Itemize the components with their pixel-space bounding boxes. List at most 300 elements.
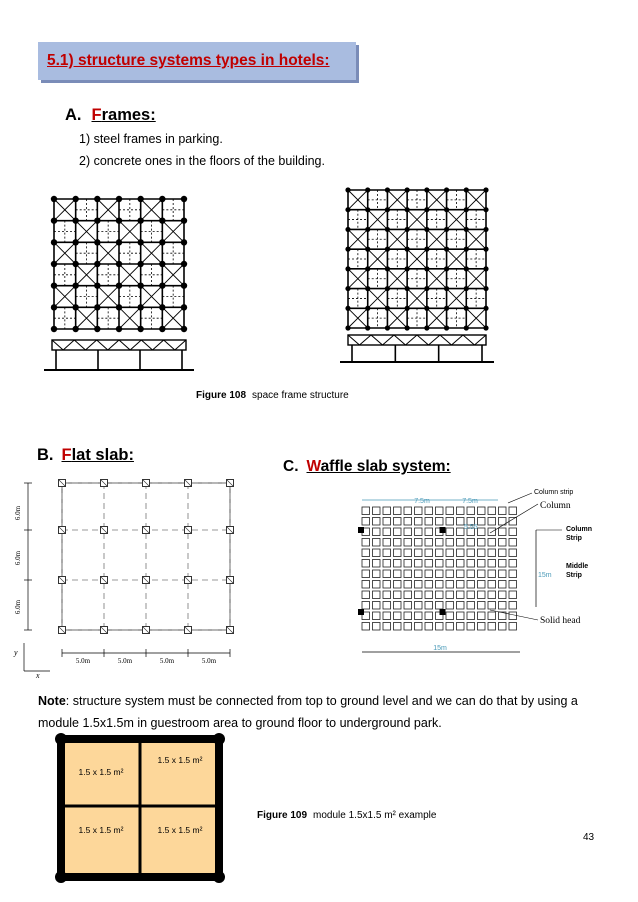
frame-node xyxy=(137,304,143,310)
waffle-middle-strip-2: Strip xyxy=(566,572,582,579)
frame-node xyxy=(464,286,469,291)
waffle-coffer xyxy=(383,602,391,610)
frame-node xyxy=(483,286,488,291)
waffle-coffer xyxy=(446,549,454,557)
waffle-coffer xyxy=(499,507,507,515)
waffle-coffer xyxy=(425,528,433,536)
waffle-coffer xyxy=(383,591,391,599)
frame-node xyxy=(181,326,187,332)
waffle-coffer xyxy=(499,539,507,547)
waffle-coffer xyxy=(415,549,423,557)
waffle-coffer xyxy=(383,560,391,568)
truss-web xyxy=(371,335,383,345)
waffle-middle-strip-1: Middle xyxy=(566,563,589,570)
frame-node xyxy=(72,282,78,288)
frame-node xyxy=(444,266,449,271)
space-frame-left xyxy=(44,196,194,370)
module-cell-1: 1.5 x 1.5 m² xyxy=(78,767,124,777)
waffle-coffer xyxy=(499,602,507,610)
waffle-coffer xyxy=(425,570,433,578)
frames-heading xyxy=(65,106,156,125)
waffle-coffer xyxy=(509,549,517,557)
waffle-coffer xyxy=(467,602,475,610)
waffle-coffer xyxy=(415,518,423,526)
frame-node xyxy=(72,261,78,267)
frame-node xyxy=(94,239,100,245)
waffle-coffer xyxy=(509,570,517,578)
frames-item-2: 2) concrete ones in the floors of the building. xyxy=(79,154,325,168)
waffle-coffer xyxy=(478,581,486,589)
waffle-coffer xyxy=(425,581,433,589)
waffle-coffer xyxy=(488,518,496,526)
frame-node xyxy=(483,247,488,252)
waffle-coffer xyxy=(383,570,391,578)
waffle-coffer xyxy=(488,570,496,578)
figure-109-label: Figure 109 xyxy=(257,810,308,821)
waffle-coffer xyxy=(373,591,381,599)
waffle-coffer xyxy=(415,528,423,536)
waffle-coffer xyxy=(383,518,391,526)
waffle-coffer xyxy=(362,507,370,515)
truss-web xyxy=(452,335,464,345)
frame-node xyxy=(424,247,429,252)
frame-node xyxy=(137,326,143,332)
waffle-coffer xyxy=(404,581,412,589)
waffle-coffer xyxy=(488,539,496,547)
waffle-coffer xyxy=(436,539,444,547)
waffle-coffer xyxy=(404,549,412,557)
frame-node xyxy=(116,217,122,223)
frame-node xyxy=(365,286,370,291)
waffle-grid xyxy=(358,507,517,630)
waffle-coffer xyxy=(446,570,454,578)
frame-node xyxy=(345,187,350,192)
waffle-coffer xyxy=(436,549,444,557)
waffle-coffer xyxy=(436,518,444,526)
waffle-coffer xyxy=(404,518,412,526)
frame-node xyxy=(51,304,57,310)
dim-x-1: 5.0m xyxy=(75,657,91,665)
frame-node xyxy=(464,247,469,252)
frame-node xyxy=(72,239,78,245)
waffle-coffer xyxy=(362,560,370,568)
waffle-coffer xyxy=(404,623,412,631)
waffle-coffer xyxy=(478,602,486,610)
waffle-coffer xyxy=(383,549,391,557)
waffle-coffer xyxy=(488,560,496,568)
waffle-coffer xyxy=(509,528,517,536)
waffle-coffer xyxy=(457,602,465,610)
frame-node xyxy=(181,304,187,310)
truss-web xyxy=(175,340,186,350)
waffle-coffer xyxy=(415,581,423,589)
waffle-coffer xyxy=(383,507,391,515)
truss-web xyxy=(383,335,395,345)
waffle-coffer xyxy=(394,581,402,589)
frame-node xyxy=(345,325,350,330)
waffle-coffer xyxy=(404,612,412,620)
frame-node xyxy=(385,187,390,192)
waffle-coffer xyxy=(467,507,475,515)
waffle-coffer xyxy=(404,570,412,578)
waffle-coffer xyxy=(499,623,507,631)
frame-node xyxy=(424,266,429,271)
waffle-coffer xyxy=(499,591,507,599)
frame-node xyxy=(444,247,449,252)
waffle-coffer xyxy=(394,549,402,557)
dim-x-4: 5.0m xyxy=(201,657,217,665)
frame-node xyxy=(51,282,57,288)
figure-109-text: module 1.5x1.5 m² example xyxy=(313,810,437,821)
waffle-coffer xyxy=(383,581,391,589)
solid-head xyxy=(440,609,446,615)
waffle-coffer xyxy=(478,612,486,620)
frame-node xyxy=(385,207,390,212)
frame-node xyxy=(405,306,410,311)
waffle-coffer xyxy=(425,518,433,526)
frame-node xyxy=(345,247,350,252)
waffle-coffer xyxy=(436,560,444,568)
frame-node xyxy=(181,261,187,267)
waffle-coffer xyxy=(362,591,370,599)
page-number: 43 xyxy=(583,832,595,843)
frame-node xyxy=(365,227,370,232)
frame-node xyxy=(444,306,449,311)
waffle-coffer xyxy=(373,581,381,589)
flat-slab-initial: F xyxy=(61,446,72,464)
frame-node xyxy=(444,187,449,192)
figure-108-label: Figure 108 xyxy=(196,390,247,401)
frame-node xyxy=(72,304,78,310)
waffle-coffer xyxy=(373,507,381,515)
module-cell-3: 1.5 x 1.5 m² xyxy=(78,825,124,835)
solid-head xyxy=(358,527,364,533)
frame-node xyxy=(345,286,350,291)
dim-y-1: 6.0m xyxy=(14,505,22,521)
truss-web xyxy=(417,335,429,345)
truss-web xyxy=(119,340,130,350)
waffle-coffer xyxy=(467,612,475,620)
waffle-coffer xyxy=(373,623,381,631)
frame-node xyxy=(94,304,100,310)
truss-web xyxy=(130,340,141,350)
waffle-coffer xyxy=(509,539,517,547)
frame-node xyxy=(94,261,100,267)
waffle-coffer xyxy=(478,539,486,547)
truss-web xyxy=(348,335,360,345)
waffle-coffer xyxy=(425,591,433,599)
waffle-coffer xyxy=(373,612,381,620)
frame-node xyxy=(464,306,469,311)
waffle-coffer xyxy=(394,539,402,547)
waffle-coffer xyxy=(488,623,496,631)
truss-web xyxy=(63,340,74,350)
frames-rest: rames: xyxy=(101,106,156,124)
frame-node xyxy=(483,266,488,271)
waffle-coffer xyxy=(457,539,465,547)
module-figure xyxy=(55,733,225,883)
waffle-coffer xyxy=(383,612,391,620)
waffle-coffer xyxy=(488,591,496,599)
frame-node xyxy=(51,196,57,202)
axis-y-label: y xyxy=(14,648,18,657)
waffle-coffer xyxy=(446,560,454,568)
waffle-coffer xyxy=(467,570,475,578)
waffle-initial: W xyxy=(306,458,321,475)
truss-web xyxy=(475,335,487,345)
waffle-solid-head-label: Solid head xyxy=(540,616,581,626)
waffle-coffer xyxy=(478,507,486,515)
dim-y-3: 6.0m xyxy=(14,599,22,615)
frame-node xyxy=(405,227,410,232)
frame-node xyxy=(137,217,143,223)
truss-web xyxy=(463,335,475,345)
frame-node xyxy=(365,207,370,212)
waffle-coffer xyxy=(488,612,496,620)
waffle-coffer xyxy=(404,539,412,547)
frame-node xyxy=(159,196,165,202)
frame-node xyxy=(464,207,469,212)
waffle-coffer xyxy=(457,570,465,578)
waffle-coffer xyxy=(404,591,412,599)
truss-web xyxy=(52,340,63,350)
waffle-coffer xyxy=(394,623,402,631)
waffle-coffer xyxy=(373,539,381,547)
waffle-coffer xyxy=(373,560,381,568)
waffle-coffer xyxy=(478,528,486,536)
frame-node xyxy=(159,261,165,267)
frame-node xyxy=(159,217,165,223)
frames-initial: F xyxy=(91,106,102,124)
figure-108-caption xyxy=(196,390,349,401)
waffle-column-strip-2: Strip xyxy=(566,535,582,542)
solid-head xyxy=(440,527,446,533)
axis-x-label: x xyxy=(36,671,40,680)
waffle-coffer xyxy=(467,560,475,568)
waffle-coffer xyxy=(415,612,423,620)
frames-item-1: 1) steel frames in parking. xyxy=(79,132,223,146)
waffle-bottom-dim: 15m xyxy=(433,645,447,652)
truss-web xyxy=(429,335,441,345)
waffle-coffer xyxy=(467,623,475,631)
frame-node xyxy=(424,227,429,232)
frame-node xyxy=(385,286,390,291)
flat-slab-rest: lat slab: xyxy=(71,446,134,464)
waffle-coffer xyxy=(373,602,381,610)
frame-node xyxy=(51,239,57,245)
frame-node xyxy=(345,306,350,311)
frame-node xyxy=(159,304,165,310)
frame-node xyxy=(137,239,143,245)
waffle-column-label: Column xyxy=(540,501,571,511)
waffle-coffer xyxy=(499,560,507,568)
frame-node xyxy=(345,227,350,232)
frame-node xyxy=(424,286,429,291)
frame-node xyxy=(405,247,410,252)
module-cell-4: 1.5 x 1.5 m² xyxy=(157,825,203,835)
waffle-coffer xyxy=(436,591,444,599)
waffle-coffer xyxy=(509,560,517,568)
waffle-coffer xyxy=(415,623,423,631)
frame-node xyxy=(464,187,469,192)
truss-web xyxy=(164,340,175,350)
truss-web xyxy=(440,335,452,345)
waffle-coffer xyxy=(436,623,444,631)
frame-node xyxy=(116,326,122,332)
waffle-coffer xyxy=(362,518,370,526)
frame-node xyxy=(116,261,122,267)
waffle-coffer xyxy=(415,602,423,610)
waffle-coffer xyxy=(446,623,454,631)
frame-node xyxy=(444,325,449,330)
waffle-coffer xyxy=(383,528,391,536)
waffle-coffer xyxy=(404,528,412,536)
waffle-coffer xyxy=(446,591,454,599)
waffle-coffer xyxy=(373,518,381,526)
waffle-coffer xyxy=(425,560,433,568)
section-title: 5.1) structure systems types in hotels: xyxy=(47,52,330,69)
frame-node xyxy=(385,247,390,252)
frame-node xyxy=(116,196,122,202)
waffle-coffer xyxy=(457,591,465,599)
waffle-heading xyxy=(283,458,451,476)
note-text-1: : structure system must be connected from top to ground level and we can do that by using a xyxy=(65,694,578,708)
waffle-column-strip-label: Column strip xyxy=(534,489,574,496)
frame-node xyxy=(72,196,78,202)
space-frame-right xyxy=(340,187,494,362)
dim-x-2: 5.0m xyxy=(117,657,133,665)
waffle-slab-plan xyxy=(340,485,605,665)
waffle-coffer xyxy=(446,528,454,536)
waffle-coffer xyxy=(457,623,465,631)
truss-web xyxy=(86,340,97,350)
frame-node xyxy=(137,196,143,202)
waffle-coffer xyxy=(509,581,517,589)
waffle-coffer xyxy=(394,507,402,515)
frame-node xyxy=(405,325,410,330)
note-line-2: module 1.5x1.5m in guestroom area to ground floor to underground park. xyxy=(38,716,442,730)
waffle-coffer xyxy=(436,570,444,578)
waffle-coffer xyxy=(415,570,423,578)
waffle-coffer xyxy=(362,581,370,589)
frame-node xyxy=(116,239,122,245)
frame-node xyxy=(483,207,488,212)
frame-node xyxy=(405,266,410,271)
waffle-coffer xyxy=(488,581,496,589)
frame-node xyxy=(464,266,469,271)
frame-node xyxy=(483,227,488,232)
waffle-side-dim: 15m xyxy=(538,572,552,579)
frame-node xyxy=(116,304,122,310)
waffle-coffer xyxy=(499,528,507,536)
frame-node xyxy=(72,326,78,332)
waffle-coffer xyxy=(509,612,517,620)
frame-node xyxy=(405,207,410,212)
truss-web xyxy=(394,335,406,345)
waffle-coffer xyxy=(478,570,486,578)
frame-node xyxy=(345,266,350,271)
waffle-coffer xyxy=(457,528,465,536)
frame-node xyxy=(94,282,100,288)
frame-node xyxy=(424,187,429,192)
frame-node xyxy=(159,326,165,332)
frames-letter: A. xyxy=(65,106,82,124)
waffle-coffer xyxy=(362,539,370,547)
frame-node xyxy=(464,227,469,232)
waffle-coffer xyxy=(446,518,454,526)
waffle-coffer xyxy=(467,549,475,557)
waffle-coffer xyxy=(394,602,402,610)
frame-node xyxy=(385,325,390,330)
waffle-coffer xyxy=(373,549,381,557)
waffle-coffer xyxy=(373,570,381,578)
waffle-coffer xyxy=(404,507,412,515)
waffle-coffer xyxy=(478,549,486,557)
waffle-coffer xyxy=(446,581,454,589)
frame-node xyxy=(444,207,449,212)
waffle-coffer xyxy=(425,612,433,620)
truss-web xyxy=(108,340,119,350)
waffle-coffer xyxy=(415,539,423,547)
waffle-coffer xyxy=(488,549,496,557)
waffle-span-1: 7.5m xyxy=(414,498,430,505)
waffle-coffer xyxy=(509,602,517,610)
truss-web xyxy=(141,340,152,350)
frame-node xyxy=(365,306,370,311)
frame-node xyxy=(365,247,370,252)
frame-node xyxy=(385,266,390,271)
frame-node xyxy=(181,196,187,202)
module-cell-2: 1.5 x 1.5 m² xyxy=(157,755,203,765)
frame-node xyxy=(94,196,100,202)
section-heading-box xyxy=(38,42,356,80)
flat-slab-letter: B. xyxy=(37,446,54,464)
waffle-coffer xyxy=(478,623,486,631)
figure-108-text: space frame structure xyxy=(252,390,349,401)
waffle-coffer xyxy=(383,623,391,631)
frame-node xyxy=(181,239,187,245)
frame-node xyxy=(444,286,449,291)
waffle-coffer xyxy=(499,570,507,578)
waffle-coffer xyxy=(467,581,475,589)
figure-109-caption xyxy=(257,810,436,821)
frame-node xyxy=(94,217,100,223)
frame-node xyxy=(483,325,488,330)
solid-head xyxy=(358,609,364,615)
frame-node xyxy=(137,282,143,288)
note-line-1 xyxy=(38,694,578,708)
space-frame-figure xyxy=(38,185,598,377)
waffle-coffer xyxy=(457,581,465,589)
waffle-coffer xyxy=(415,591,423,599)
waffle-coffer xyxy=(425,549,433,557)
frame-node xyxy=(137,261,143,267)
waffle-coffer xyxy=(436,507,444,515)
flat-slab-plan xyxy=(10,475,260,680)
waffle-coffer xyxy=(425,623,433,631)
waffle-coffer xyxy=(509,623,517,631)
frame-node xyxy=(116,282,122,288)
waffle-coffer xyxy=(415,507,423,515)
flat-slab-grid xyxy=(24,480,234,672)
frame-node xyxy=(345,207,350,212)
waffle-coffer xyxy=(446,612,454,620)
frame-node xyxy=(405,286,410,291)
frame-node xyxy=(365,187,370,192)
truss-web xyxy=(406,335,418,345)
waffle-coffer xyxy=(394,528,402,536)
waffle-coffer xyxy=(488,602,496,610)
